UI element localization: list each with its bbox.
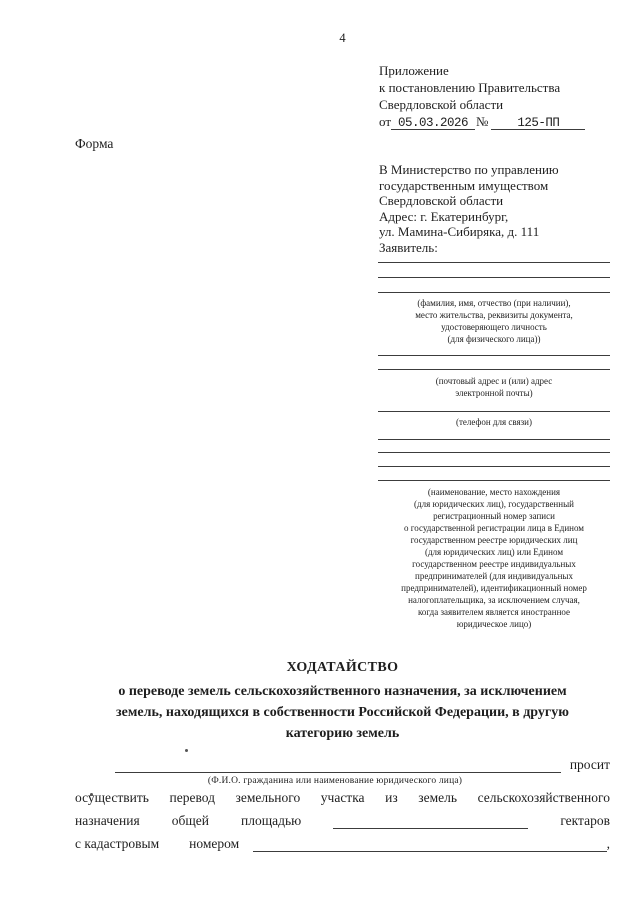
word: из	[385, 790, 398, 805]
caption-line: (для юридических лиц), государственный	[414, 499, 574, 509]
number-value: 125-ПП	[517, 116, 560, 130]
caption-line: (наименование, место нахождения	[427, 487, 561, 497]
word: участка	[320, 790, 365, 805]
subtitle-line: земель, находящихся в собственности Российской Федерации, в другую	[116, 705, 569, 720]
applicant-label: Заявитель:	[379, 239, 438, 255]
cadastral-number-blank-field	[253, 836, 606, 852]
blank-line	[378, 277, 610, 278]
caption-line: когда заявителем является иностранное	[417, 607, 571, 617]
blank-line	[378, 262, 610, 263]
blank-line	[378, 466, 610, 467]
word: сельскохозяйственного	[477, 790, 610, 805]
recipient-line: Адрес: г. Екатеринбург,	[379, 208, 509, 224]
blank-line	[378, 355, 610, 356]
petition-line-1	[75, 790, 610, 806]
caption-phone: (телефон для связи)	[455, 417, 532, 427]
petition-line-3	[75, 836, 610, 852]
recipient-line: Свердловской области	[379, 193, 504, 208]
caption-line: государственном реестре юридических лиц	[410, 535, 578, 545]
comma: ,	[606, 836, 610, 851]
word: перевод	[169, 790, 215, 805]
word: общей	[171, 813, 209, 828]
document-title: ХОДАТАЙСТВО	[286, 660, 399, 675]
blank-field	[115, 757, 561, 773]
caption-line: налогоплательщика, за исключением случая,	[408, 595, 580, 605]
caption-person	[370, 297, 618, 345]
word: назначения	[75, 813, 140, 828]
area-blank-field	[333, 813, 528, 829]
blank-line	[378, 369, 610, 370]
word: осуществить	[75, 790, 149, 805]
applicant-name-row	[115, 757, 610, 773]
from-label: от	[379, 114, 392, 129]
appendix-line: Приложение	[379, 63, 449, 78]
asks-word: просит	[569, 757, 610, 772]
caption-line: юридическое лицо)	[456, 619, 532, 629]
caption-line: (почтовый адрес и (или) адрес	[435, 376, 553, 386]
page-number: 4	[339, 31, 346, 45]
caption-legal-entity	[370, 486, 618, 630]
number-blank-field	[491, 114, 585, 130]
caption-line: (для юридических лиц) или Едином	[424, 547, 564, 557]
appendix-date-number-row	[379, 113, 613, 130]
date-value: 05.03.2026	[398, 116, 469, 130]
word: с кадастровым	[75, 836, 160, 851]
form-label: Форма	[75, 136, 114, 151]
appendix-line: Свердловской области	[379, 97, 504, 112]
word: земель	[418, 790, 458, 805]
caption-fio: (Ф.И.О. гражданина или наименование юридического лица)	[207, 776, 463, 786]
appendix-line: к постановлению Правительства	[379, 80, 561, 95]
number-sign: №	[476, 114, 489, 129]
blank-line	[378, 411, 610, 412]
word: площадью	[241, 813, 302, 828]
caption-line: (фамилия, имя, отчество (при наличии),	[417, 298, 571, 308]
blank-line	[378, 292, 610, 293]
caption-line: предпринимателей), идентификационный номер	[401, 583, 587, 593]
subtitle-line: категорию земель	[285, 726, 400, 741]
appendix-reference	[379, 62, 613, 130]
caption-postal	[370, 375, 618, 399]
word: земельного	[235, 790, 301, 805]
scan-speck	[185, 749, 188, 752]
caption-line: электронной почты)	[455, 388, 533, 398]
blank-line	[378, 439, 610, 440]
caption-line: предпринимателей (для индивидуальных	[415, 571, 573, 581]
caption-line: удостоверяющего личность	[441, 322, 547, 332]
subtitle-line: о переводе земель сельскохозяйственного назначения, за исключением	[118, 684, 567, 699]
date-blank-field	[391, 114, 475, 130]
word: гектаров	[560, 813, 610, 828]
recipient-line: государственным имуществом	[379, 177, 549, 193]
caption-line: (для физического лица))	[447, 334, 541, 344]
caption-line: регистрационный номер записи	[433, 511, 555, 521]
caption-line: государственном реестре индивидуальных	[412, 559, 576, 569]
recipient-line: ул. Мамина-Сибиряка, д. 111	[379, 224, 540, 239]
word: номером	[189, 836, 240, 851]
petition-line-2	[75, 813, 610, 829]
recipient-line: В Министерство по управлению	[379, 162, 559, 177]
caption-line: о государственной регистрации лица в Едином	[404, 523, 584, 533]
recipient-block	[379, 162, 613, 255]
blank-line	[378, 480, 610, 481]
document-subtitle	[60, 681, 625, 744]
blank-line	[378, 452, 610, 453]
caption-line: место жительства, реквизиты документа,	[415, 310, 573, 320]
